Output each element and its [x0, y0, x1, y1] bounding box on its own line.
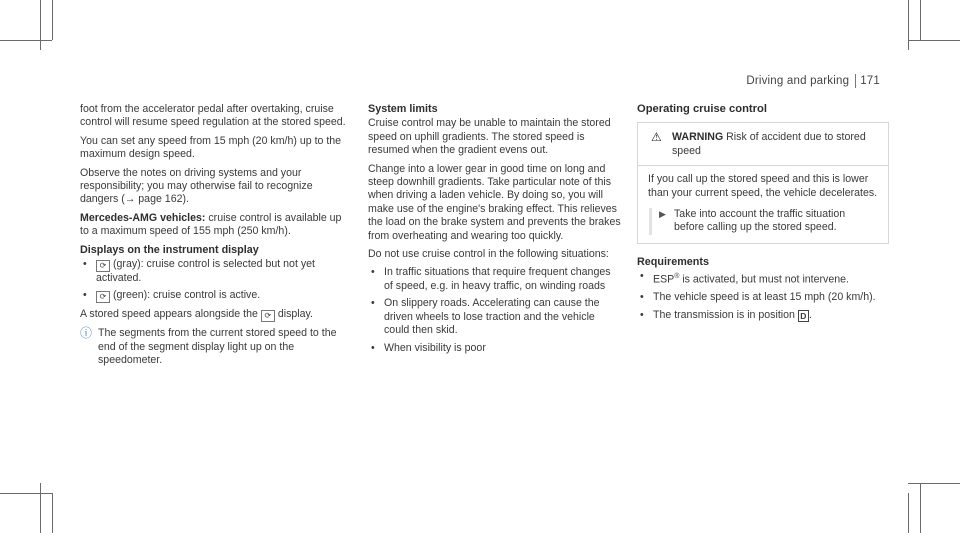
info-note	[80, 327, 348, 367]
warning-header	[638, 123, 888, 166]
info-text: The segments from the current stored speed to the end of the segment display light up on the speedometer.	[98, 327, 337, 367]
crop-mark	[52, 493, 53, 533]
page-header	[746, 74, 880, 88]
paragraph: You can set any speed from 15 mph (20 km/h) up to the maximum design speed.	[80, 134, 342, 161]
paragraph: foot from the accelerator pedal after overtaking, cruise control will resume speed regulation at the stored speed.	[80, 103, 346, 129]
list-item	[80, 289, 348, 303]
column-2	[368, 103, 622, 360]
page-number: 171	[860, 75, 880, 88]
paragraph-text: display.	[277, 308, 313, 321]
amg-text: cruise control is available up to a maximum speed of 155 mph (250 km/h).	[80, 211, 342, 238]
paragraph: Observe the notes on driving systems and your responsibility; you may otherwise fail to recognize dangers (→ page 162).	[80, 166, 313, 206]
crop-mark	[40, 483, 41, 533]
displays-heading: Displays on the instrument display	[80, 243, 259, 256]
crop-mark	[908, 0, 909, 50]
paragraph-text: A stored speed appears alongside the	[80, 308, 258, 321]
amg-paragraph	[80, 212, 348, 239]
cruise-control-icon: ⟳	[261, 310, 275, 322]
list-item	[637, 309, 893, 322]
column-3	[637, 103, 893, 327]
arrow-icon: ▶	[659, 209, 666, 220]
warning-icon: ⚠	[651, 130, 662, 145]
warning-instruction	[649, 208, 878, 235]
cruise-control-icon: ⟳	[96, 291, 110, 303]
warning-box	[637, 122, 889, 243]
section-title: Driving and parking	[746, 75, 850, 88]
amg-label: Mercedes-AMG vehicles:	[80, 211, 206, 224]
requirements-heading: Requirements	[637, 255, 709, 268]
cruise-control-icon: ⟳	[96, 260, 110, 272]
paragraph: Change into a lower gear in good time on long and steep downhill gradients. Take particular note of this when driving a laden vehicle. By doing so, you will make use of the engine's braking effect. This relieves the load on the brake system and prevents the brakes from overheating and wearing too quickly.	[368, 162, 621, 242]
list-item: • When visibility is poor	[368, 342, 622, 355]
registered-mark: ®	[674, 273, 680, 281]
requirements-list	[637, 270, 893, 322]
req-text: ESP	[653, 273, 675, 286]
list-item-text: (gray): cruise control is selected but not yet activated.	[96, 258, 315, 285]
list-item: • The vehicle speed is at least 15 mph (20 km/h).	[637, 291, 893, 304]
req-text: .	[808, 308, 812, 321]
list-item	[637, 270, 893, 287]
operating-heading: Operating cruise control	[637, 103, 767, 115]
situations-list	[368, 266, 622, 354]
list-item	[80, 258, 348, 285]
crop-mark	[908, 40, 960, 41]
warning-title: Risk of accident due to stored speed	[672, 131, 866, 157]
warning-body	[638, 166, 888, 243]
crop-mark	[52, 0, 53, 40]
column-1	[80, 103, 348, 368]
list-item: • In traffic situations that require frequent changes of speed, e.g. in heavy traffic, on winding roads	[368, 266, 622, 293]
crop-mark	[908, 493, 909, 533]
crop-mark	[908, 483, 960, 484]
header-divider	[855, 74, 856, 88]
warning-label: WARNING	[672, 131, 724, 144]
system-limits-heading: System limits	[368, 103, 438, 115]
displays-list	[80, 258, 348, 303]
crop-mark	[920, 483, 921, 533]
req-text: The transmission is in position	[653, 308, 795, 321]
req-text: is activated, but must not intervene.	[679, 273, 849, 286]
gear-d-icon: D	[798, 310, 809, 322]
paragraph	[80, 308, 348, 322]
list-item: • On slippery roads. Accelerating can cause the driven wheels to lose traction and the vehicle could then skid.	[368, 297, 622, 337]
paragraph: Cruise control may be unable to maintain the stored speed on uphill gradients. The stored speed is resumed when the gradient evens out.	[368, 117, 611, 157]
paragraph: Do not use cruise control in the following situations:	[368, 248, 609, 261]
crop-mark	[40, 0, 41, 50]
crop-mark	[920, 0, 921, 40]
crop-mark	[0, 40, 52, 41]
crop-mark	[0, 493, 52, 494]
warning-text: If you call up the stored speed and this is lower than your current speed, the vehicle decelerates.	[648, 173, 878, 199]
instruction-text: Take into account the traffic situation before calling up the stored speed.	[674, 208, 846, 234]
info-icon: ⓘ	[80, 326, 93, 341]
list-item-text: (green): cruise control is active.	[113, 289, 261, 302]
